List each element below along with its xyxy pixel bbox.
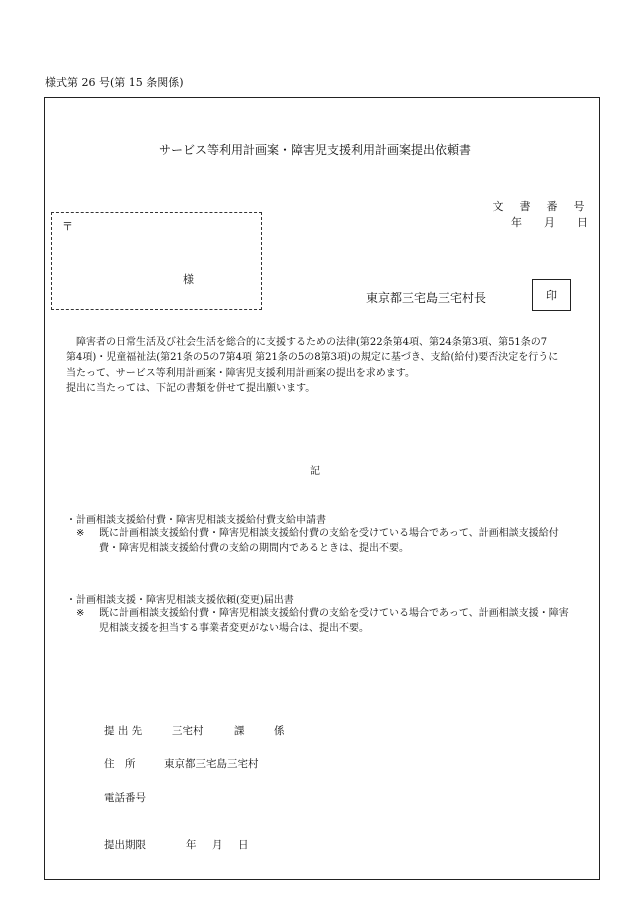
phone-label: 電話番号 [104,792,146,804]
deadline-row [104,837,249,852]
form-number-label: 様式第 26 号(第 15 条関係) [45,76,184,89]
body-line: 第4項)・児童福祉法(第21条の5の7第4項 第21条の5の8第3項)の規定に基づき、支給(給付)要否決定を行うに [66,352,559,364]
postal-mark: 〒 [62,220,73,233]
deadline-label: 提出期限 [104,839,146,851]
doc-date-year: 年 [511,216,522,229]
body-line: 当たって、サービス等利用計画案・障害児支援利用計画案の提出を求めます。 [66,367,415,379]
required-item-1-title: ・計画相談支援給付費・障害児相談支援給付費支給申請書 [66,515,326,526]
address-label: 住 所 [104,758,136,770]
seal-label: 印 [546,289,557,302]
issuer-name: 東京都三宅島三宅村長 [366,291,487,305]
note-line: 児相談支援を担当する事業者変更がない場合は、提出不要。 [99,623,369,635]
note-mark: ※ [76,528,85,539]
submit-to-row [104,723,285,738]
recipient-honorific: 様 [183,273,194,286]
doc-number-char: 書 [519,200,532,213]
note-line: 既に計画相談支援給付費・障害児相談支援給付費の支給を受けている場合であって、計画相談支援給付 [99,528,559,539]
note-line: 既に計画相談支援給付費・障害児相談支援給付費の支給を受けている場合であって、計画相談支援・障害 [99,608,569,619]
document-title: サービス等利用計画案・障害児支援利用計画案提出依頼書 [158,143,471,157]
submit-to-label: 提 出 先 [104,725,143,737]
body-paragraph-2: 提出に当たっては、下記の書類を併せて提出願います。 [66,383,316,394]
doc-number-char: 号 [573,200,586,213]
deadline-month: 月 [212,839,223,851]
submit-to-village: 三宅村 [172,725,204,737]
submit-to-staff: 係 [274,725,285,737]
address-value: 東京都三宅島三宅村 [164,758,259,770]
address-row [104,756,259,771]
body-line: 障害者の日常生活及び社会生活を総合的に支援するための法律(第22条第4項、第24条第3項、第51条の7 [76,337,548,348]
doc-number-char: 番 [546,200,559,213]
body-paragraph-1 [56,335,590,381]
note-line: 費・障害児相談支援給付費の支給の期間内であるときは、提出不要。 [99,543,409,555]
doc-date-month: 月 [544,216,555,229]
required-item-2-title: ・計画相談支援・障害児相談支援依頼(変更)届出書 [66,595,294,606]
document-number [485,198,593,214]
doc-date-day: 日 [577,216,588,229]
doc-number-char: 文 [492,200,505,213]
phone-row [104,790,146,805]
deadline-year: 年 [186,839,197,851]
document-date [500,214,599,230]
submit-to-section: 課 [234,725,245,737]
ki-heading: 記 [310,466,320,477]
seal-box [532,279,571,311]
note-mark: ※ [76,608,85,619]
address-box [51,212,262,310]
deadline-day: 日 [238,839,249,851]
